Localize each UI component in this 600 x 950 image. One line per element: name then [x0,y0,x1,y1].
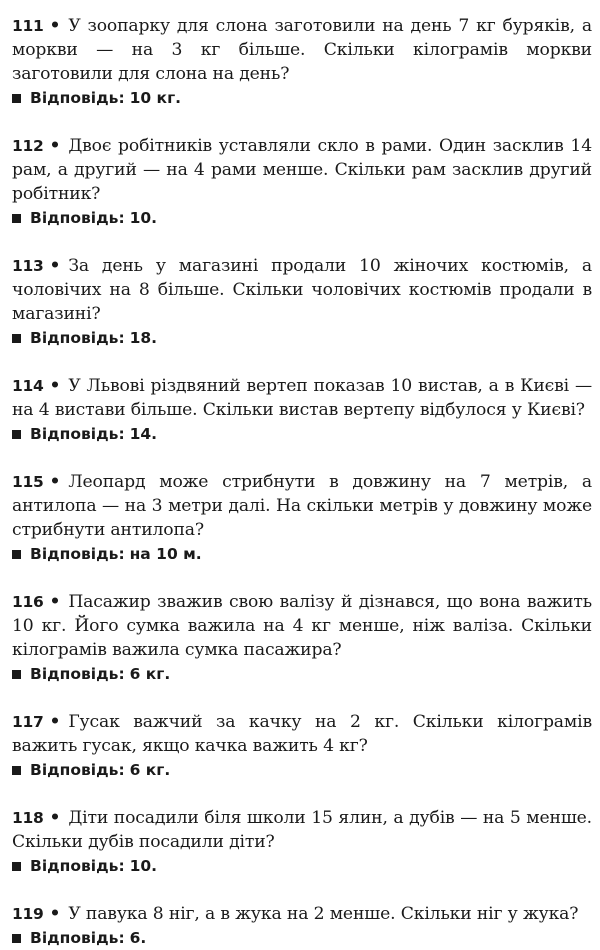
problem-statement [12,14,592,86]
answer-value: 10. [129,209,158,227]
problem-number: 114 [12,377,44,395]
answer-line [12,662,592,686]
problem-text: Леопард може стрибнути в довжину на 7 метрів, а антилопа — на 3 метри далі. На скільки метрів у довжину може стрибнути антилопа? [12,472,592,540]
bullet-icon: • [49,16,61,36]
problem-number: 116 [12,593,44,611]
bullet-icon: • [49,712,61,732]
problem-number: 115 [12,473,44,491]
square-bullet-icon [12,862,21,871]
answer-label: Відповідь: [30,545,125,563]
answer-label: Відповідь: [30,929,125,947]
answer-value: 6 кг. [129,665,171,683]
answer-line [12,854,592,878]
answer-label: Відповідь: [30,329,125,347]
problem-text: У павука 8 ніг, а в жука на 2 менше. Скільки ніг у жука? [68,904,579,924]
square-bullet-icon [12,94,21,103]
bullet-icon: • [49,256,61,276]
problem-text: У зоопарку для слона заготовили на день 7 кг буряків, а моркви — на 3 кг більше. Скільки кілограмів моркви заготовили для слона на день? [12,16,592,84]
problem-statement [12,470,592,542]
answer-line [12,86,592,110]
problem-112 [12,134,592,230]
problem-text: Двоє робітників уставляли скло в рами. Один засклив 14 рам, а другий — на 4 рами менше. Скільки рам засклив другий робітник? [12,136,592,204]
square-bullet-icon [12,334,21,343]
problem-number: 117 [12,713,44,731]
problem-text: Гусак важчий за качку на 2 кг. Скільки кілограмів важить гусак, якщо качка важить 4 кг? [12,712,592,756]
answer-label: Відповідь: [30,209,125,227]
bullet-icon: • [49,136,61,156]
problem-statement [12,374,592,422]
answer-line [12,542,592,566]
problem-115 [12,470,592,566]
answer-label: Відповідь: [30,425,125,443]
problem-statement [12,902,592,926]
bullet-icon: • [49,808,61,828]
answer-value: на 10 м. [129,545,202,563]
problem-114 [12,374,592,446]
answer-value: 10. [129,857,158,875]
square-bullet-icon [12,214,21,223]
problem-number: 113 [12,257,44,275]
problem-number: 112 [12,137,44,155]
problem-statement [12,710,592,758]
problem-number: 119 [12,905,44,923]
bullet-icon: • [49,904,61,924]
answer-value: 18. [129,329,158,347]
square-bullet-icon [12,766,21,775]
problem-118 [12,806,592,878]
answer-label: Відповідь: [30,761,125,779]
problem-statement [12,806,592,854]
answer-label: Відповідь: [30,857,125,875]
problem-statement [12,134,592,206]
answer-line [12,758,592,782]
answer-line [12,206,592,230]
problem-111 [12,14,592,110]
answer-label: Відповідь: [30,665,125,683]
square-bullet-icon [12,670,21,679]
answer-value: 10 кг. [129,89,182,107]
answer-line [12,926,592,950]
bullet-icon: • [49,376,61,396]
problem-116 [12,590,592,686]
square-bullet-icon [12,550,21,559]
answer-line [12,422,592,446]
answer-value: 14. [129,425,158,443]
problem-number: 111 [12,17,44,35]
problem-119 [12,902,592,950]
problem-text: Пасажир зважив свою валізу й дізнався, що вона важить 10 кг. Його сумка важила на 4 кг менше, ніж валіза. Скільки кілограмів важила сумка пасажира? [12,592,592,660]
bullet-icon: • [49,592,61,612]
square-bullet-icon [12,934,21,943]
answer-value: 6. [129,929,147,947]
problem-number: 118 [12,809,44,827]
problem-113 [12,254,592,350]
problem-117 [12,710,592,782]
bullet-icon: • [49,472,61,492]
problem-statement [12,590,592,662]
problem-statement [12,254,592,326]
problem-text: Діти посадили біля школи 15 ялин, а дубів — на 5 менше. Скільки дубів посадили діти? [12,808,592,852]
problem-text: У Львові різдвяний вертеп показав 10 вистав, а в Києві — на 4 вистави більше. Скільки вистав вертепу відбулося у Києві? [12,376,592,420]
square-bullet-icon [12,430,21,439]
problem-text: За день у магазині продали 10 жіночих костюмів, а чоловічих на 8 більше. Скільки чоловічих костюмів продали в магазині? [12,256,592,324]
answer-value: 6 кг. [129,761,171,779]
answer-label: Відповідь: [30,89,125,107]
answer-line [12,326,592,350]
